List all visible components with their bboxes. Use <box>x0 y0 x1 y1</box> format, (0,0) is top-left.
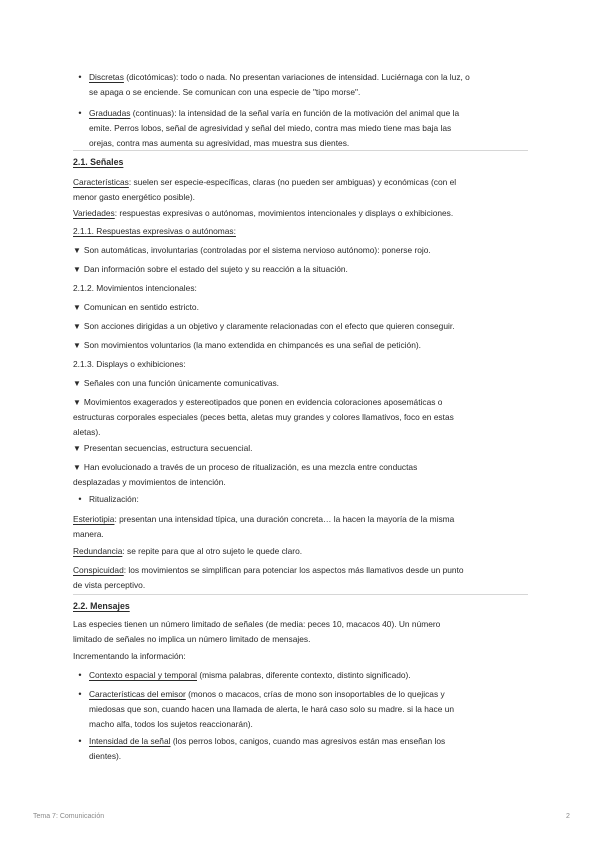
term-discretas: Discretas <box>89 72 124 82</box>
toggle-item[interactable]: ▼ Han evolucionado a través de un proceso de ritualización, es una mezcla entre conductas desplazadas y movimientos de intención. <box>73 462 418 487</box>
bullet-dot-icon: • <box>78 689 82 699</box>
term-graduadas: Graduadas <box>89 108 131 118</box>
section-divider <box>73 594 528 595</box>
section-heading-mensajes: 2.2. Mensajes <box>73 601 130 611</box>
bullet-dot-icon: • <box>78 72 82 82</box>
triangle-down-icon: ▼ <box>73 398 81 407</box>
paragraph-esteriotipia: Esteriotipia: presentan una intensidad típica, una duración concreta… la hacen la mayoría de la misma manera. <box>73 514 455 539</box>
intro-bullet-graduadas: Graduadas (continuas): la intensidad de la señal varía en función de la motivación del animal que la emite. Perros lobos, señal de agresividad y señal del miedo, contra mas miedo tiene mas baja las orejas, contra mas aumenta su agresividad, mas muestra sus dientes. <box>89 108 460 148</box>
triangle-down-icon: ▼ <box>73 303 81 312</box>
bullet-dot-icon: • <box>78 108 82 118</box>
toggle-item[interactable]: ▼ Movimientos exagerados y estereotipados que ponen en evidencia coloraciones aposemáticas o estructuras corporales especiales (peces betta, aletas muy grandes y colores llamativos, foco en estas aletas). <box>73 397 454 437</box>
triangle-down-icon: ▼ <box>73 246 81 255</box>
paragraph-especies: Las especies tienen un número limitado de señales (de media: peces 10, macacos 40). Un número limitado de señales no implica un número limitado de mensajes. <box>73 619 441 644</box>
triangle-down-icon: ▼ <box>73 265 81 274</box>
triangle-down-icon: ▼ <box>73 322 81 331</box>
subheading-213: 2.1.3. Displays o exhibiciones: <box>73 359 186 369</box>
intro-bullet-discretas: Discretas (dicotómicas): todo o nada. No presentan variaciones de intensidad. Luciérnaga con la luz, o se apaga o se enciende. Se comunican con una especie de "tipo morse". <box>89 72 470 97</box>
toggle-item[interactable]: ▼ Dan información sobre el estado del sujeto y su reacción a la situación. <box>73 264 348 274</box>
paragraph-incrementando: Incrementando la información: <box>73 651 186 661</box>
bullet-contexto: Contexto espacial y temporal (misma palabras, diferente contexto, distinto significado). <box>89 670 411 680</box>
page-number: 2 <box>566 813 570 820</box>
toggle-item[interactable]: ▼ Señales con una función únicamente comunicativas. <box>73 378 279 388</box>
subheading-212: 2.1.2. Movimientos intencionales: <box>73 283 197 293</box>
section-heading-senales: 2.1. Señales <box>73 157 124 167</box>
section-divider <box>73 150 528 151</box>
footer-title: Tema 7: Comunicación <box>33 813 105 820</box>
bullet-dot-icon: • <box>78 494 82 504</box>
paragraph-redundancia: Redundancia: se repite para que al otro sujeto le quede claro. <box>73 546 303 556</box>
paragraph-conspicuidad: Conspicuidad: los movimientos se simplifican para potenciar los aspectos más llamativos desde un punto de vista perceptivo. <box>73 565 464 590</box>
triangle-down-icon: ▼ <box>73 379 81 388</box>
toggle-item[interactable]: ▼ Son acciones dirigidas a un objetivo y claramente relacionadas con el efecto que quieren conseguir. <box>73 321 455 331</box>
bullet-caracteristicas-emisor: Características del emisor (monos o macacos, crías de mono son insoportables de lo quejicas y miedosas que son, cuando hacen una llamada de alerta, le hará caso solo su madre. si la hace un macho alfa, todos los sujetos reaccionarán). <box>89 689 455 729</box>
bullet-ritualizacion: Ritualización: <box>89 494 139 504</box>
paragraph-caracteristicas: Características: suelen ser especie-específicas, claras (no pueden ser ambiguas) y económicas (con el menor gasto energético posible). <box>73 177 457 202</box>
triangle-down-icon: ▼ <box>73 341 81 350</box>
toggle-item[interactable]: ▼ Son movimientos voluntarios (la mano extendida en chimpancés es una señal de petición). <box>73 340 421 350</box>
toggle-item[interactable]: ▼ Son automáticas, involuntarias (controladas por el sistema nervioso autónomo): ponerse rojo. <box>73 245 431 255</box>
bullet-dot-icon: • <box>78 670 82 680</box>
bullet-intensidad: Intensidad de la señal (los perros lobos, canigos, cuando mas agresivos están mas enseñan los dientes). <box>89 736 446 761</box>
bullet-dot-icon: • <box>78 736 82 746</box>
triangle-down-icon: ▼ <box>73 463 81 472</box>
toggle-item[interactable]: ▼ Presentan secuencias, estructura secuencial. <box>73 443 253 453</box>
paragraph-variedades: Variedades: respuestas expresivas o autónomas, movimientos intencionales y displays o exhibiciones. <box>73 208 454 218</box>
toggle-item[interactable]: ▼ Comunican en sentido estricto. <box>73 302 199 312</box>
triangle-down-icon: ▼ <box>73 444 81 453</box>
subheading-211: 2.1.1. Respuestas expresivas o autónomas: <box>73 226 236 236</box>
